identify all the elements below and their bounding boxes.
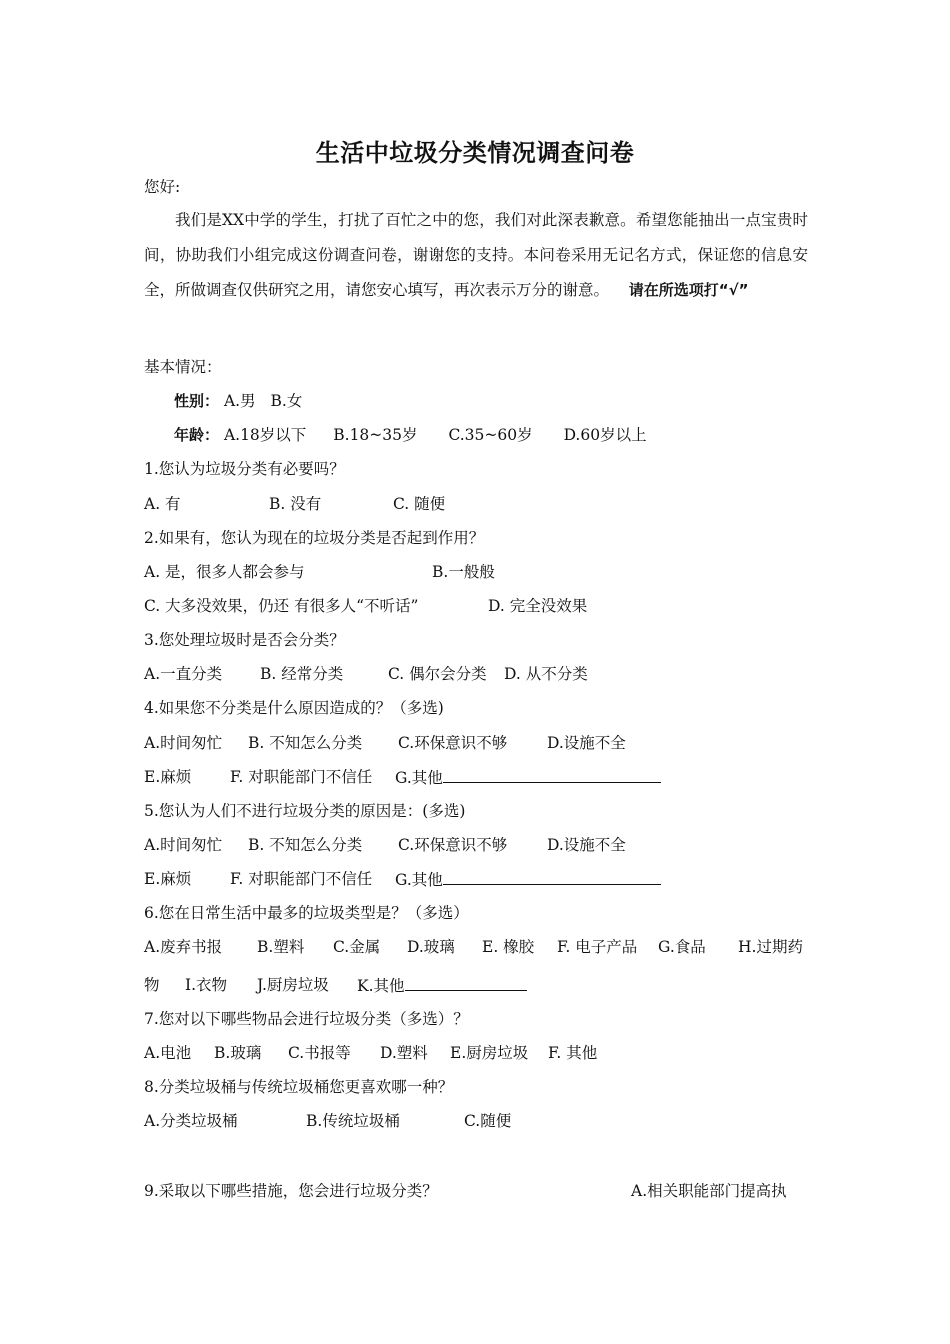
intro-text: 我们是XX中学的学生，打扰了百忙之中的您，我们对此深表歉意。希望您能抽出一点宝贵时间，协助我们小组完成这份调查问卷，谢谢您的支持。本问卷采用无记名方式，保证您的信息安全，所做调查仅供研究之用，请您安心填写，再次表示万分的谢意。	[144, 211, 808, 299]
age-option-b[interactable]: B.18~35岁	[333, 426, 418, 444]
q4-option-b[interactable]: B. 不知怎么分类	[248, 734, 363, 752]
q5-option-g[interactable]	[395, 869, 661, 890]
question-4: 4.如果您不分类是什么原因造成的？（多选)	[144, 699, 444, 717]
q3-option-b[interactable]: B. 经常分类	[260, 665, 344, 683]
q7-option-e[interactable]: E.厨房垃圾	[450, 1044, 529, 1062]
q2-option-c[interactable]: C. 大多没效果，仍还 有很多人“不听话”	[144, 597, 419, 615]
question-7: 7.您对以下哪些物品会进行垃圾分类（多选）？	[144, 1010, 469, 1028]
q5-option-g-label: G.其他	[395, 871, 443, 889]
q4-option-e[interactable]: E.麻烦	[144, 768, 192, 786]
q6-option-j[interactable]: J.厨房垃圾	[257, 976, 329, 994]
basic-heading: 基本情况：	[144, 358, 222, 376]
question-8: 8.分类垃圾桶与传统垃圾桶您更喜欢哪一种？	[144, 1078, 454, 1096]
q1-option-c[interactable]: C. 随便	[393, 495, 446, 513]
q8-option-a[interactable]: A.分类垃圾桶	[144, 1112, 238, 1130]
question-1: 1.您认为垃圾分类有必要吗？	[144, 460, 345, 478]
q6-option-e[interactable]: E. 橡胶	[482, 938, 535, 956]
q5-other-input[interactable]	[443, 869, 661, 885]
q4-option-g[interactable]	[395, 767, 661, 788]
q7-option-a[interactable]: A.电池	[144, 1044, 192, 1062]
q5-option-e[interactable]: E.麻烦	[144, 870, 192, 888]
q5-option-f[interactable]: F. 对职能部门不信任	[230, 870, 373, 888]
greeting: 您好:	[144, 178, 181, 196]
q3-option-d[interactable]: D. 从不分类	[504, 665, 588, 683]
q6-option-c[interactable]: C.金属	[333, 938, 381, 956]
q6-option-g[interactable]: G.食品	[658, 938, 706, 956]
age-option-a[interactable]: A.18岁以下	[223, 426, 307, 444]
q4-option-d[interactable]: D.设施不全	[547, 734, 626, 752]
q4-option-c[interactable]: C.环保意识不够	[398, 734, 508, 752]
q7-option-d[interactable]: D.塑料	[380, 1044, 428, 1062]
gender-row	[174, 391, 302, 411]
question-6: 6.您在日常生活中最多的垃圾类型是？（多选）	[144, 904, 469, 922]
q4-option-g-label: G.其他	[395, 769, 443, 787]
q5-option-b[interactable]: B. 不知怎么分类	[248, 836, 363, 854]
q7-option-b[interactable]: B.玻璃	[214, 1044, 262, 1062]
q2-option-b[interactable]: B.一般般	[432, 563, 495, 581]
intro-paragraph	[144, 203, 808, 308]
intro-instruction: 请在所选项打“√”	[628, 281, 749, 299]
q4-option-a[interactable]: A.时间匆忙	[144, 734, 223, 752]
age-option-d[interactable]: D.60岁以上	[563, 426, 647, 444]
q6-option-b[interactable]: B.塑料	[257, 938, 305, 956]
question-9: 9.采取以下哪些措施，您会进行垃圾分类？	[144, 1182, 438, 1200]
q6-option-d[interactable]: D.玻璃	[407, 938, 455, 956]
q1-option-a[interactable]: A. 有	[144, 495, 181, 513]
q4-other-input[interactable]	[443, 767, 661, 783]
q2-option-a[interactable]: A. 是，很多人都会参与	[144, 563, 305, 581]
q3-option-c[interactable]: C. 偶尔会分类	[388, 665, 487, 683]
q4-option-f[interactable]: F. 对职能部门不信任	[230, 768, 373, 786]
page-title: 生活中垃圾分类情况调查问卷	[315, 139, 635, 167]
age-option-c[interactable]: C.35~60岁	[448, 426, 533, 444]
age-label: 年龄：	[174, 426, 220, 444]
gender-option-male[interactable]: A.男	[223, 392, 256, 410]
q6-other-input[interactable]	[405, 975, 527, 991]
age-row	[174, 425, 647, 445]
q5-option-a[interactable]: A.时间匆忙	[144, 836, 223, 854]
q3-option-a[interactable]: A.一直分类	[144, 665, 223, 683]
q6-option-h-cont: 物	[144, 976, 160, 994]
q9-option-a[interactable]: A.相关职能部门提高执	[631, 1182, 787, 1200]
q1-option-b[interactable]: B. 没有	[269, 495, 322, 513]
gender-label: 性别：	[174, 392, 220, 410]
gender-option-female[interactable]: B.女	[270, 392, 303, 410]
q7-option-f[interactable]: F. 其他	[548, 1044, 598, 1062]
q8-option-b[interactable]: B.传统垃圾桶	[306, 1112, 400, 1130]
q5-option-d[interactable]: D.设施不全	[547, 836, 626, 854]
q5-option-c[interactable]: C.环保意识不够	[398, 836, 508, 854]
q6-option-k[interactable]	[357, 975, 527, 996]
q6-option-f[interactable]: F. 电子产品	[557, 938, 638, 956]
question-3: 3.您处理垃圾时是否会分类？	[144, 631, 345, 649]
q8-option-c[interactable]: C.随便	[464, 1112, 512, 1130]
q7-option-c[interactable]: C.书报等	[288, 1044, 351, 1062]
q6-option-a[interactable]: A.废弃书报	[144, 938, 223, 956]
q6-option-i[interactable]: I.衣物	[185, 976, 228, 994]
q6-option-h[interactable]: H.过期药	[738, 938, 803, 956]
question-5: 5.您认为人们不进行垃圾分类的原因是：(多选)	[144, 802, 466, 820]
q6-option-k-label: K.其他	[357, 977, 405, 995]
q2-option-d[interactable]: D. 完全没效果	[488, 597, 588, 615]
question-2: 2.如果有，您认为现在的垃圾分类是否起到作用？	[144, 529, 485, 547]
